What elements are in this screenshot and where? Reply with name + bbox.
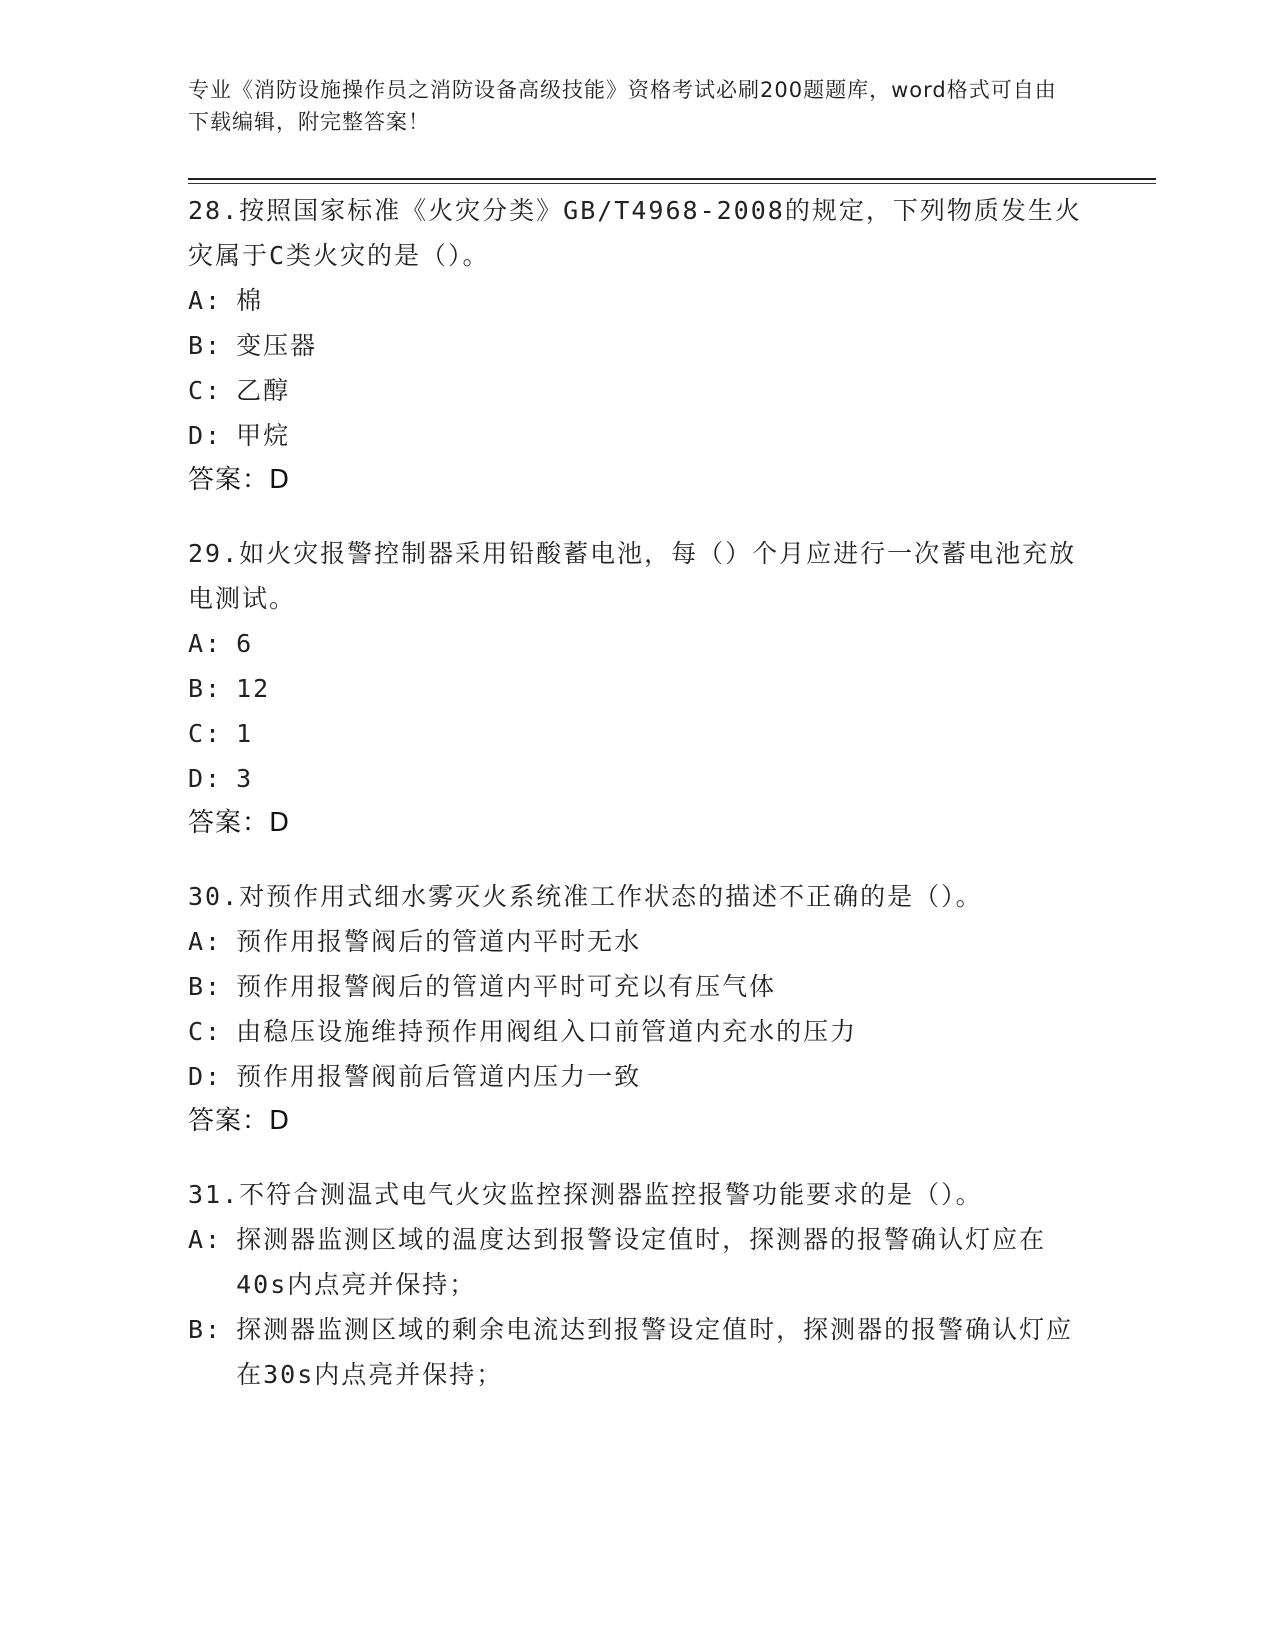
option-b: [188, 666, 1088, 711]
question-30: [188, 874, 1088, 1144]
option-a: [188, 919, 1088, 964]
option-key: B:: [188, 972, 223, 1001]
answer-line: 答案：D: [188, 465, 291, 495]
option-b: [188, 964, 1088, 1009]
header-divider-thick: [188, 178, 1156, 180]
option-key: A:: [188, 927, 223, 956]
option-a: [188, 278, 1088, 323]
option-text: 1: [236, 719, 254, 748]
option-text: 乙醇: [236, 376, 291, 405]
option-d: [188, 1054, 1088, 1099]
option-key: C:: [188, 1017, 223, 1046]
option-d: [188, 756, 1088, 801]
option-key: A:: [188, 1225, 223, 1254]
option-d: [188, 413, 1088, 458]
option-key: B:: [188, 674, 223, 703]
option-key: B:: [188, 1315, 223, 1344]
option-text: 甲烷: [236, 421, 291, 450]
option-c: [188, 1009, 1088, 1054]
option-c: [188, 368, 1088, 413]
question-28: [188, 188, 1088, 503]
header-divider-thin: [188, 183, 1156, 184]
question-31: [188, 1172, 1088, 1397]
question-29: [188, 531, 1088, 846]
option-text: 预作用报警阀前后管道内压力一致: [236, 1062, 642, 1091]
option-text: 探测器监测区域的剩余电流达到报警设定值时，探测器的报警确认灯应在30s内点亮并保持；: [236, 1315, 1074, 1389]
question-stem: 29.如火灾报警控制器采用铅酸蓄电池，每（）个月应进行一次蓄电池充放电测试。: [188, 539, 1077, 613]
option-key: D:: [188, 1062, 223, 1091]
option-key: A:: [188, 286, 223, 315]
option-text: 6: [236, 629, 254, 658]
option-text: 12: [236, 674, 271, 703]
option-key: C:: [188, 719, 223, 748]
option-text: 变压器: [236, 331, 318, 360]
option-text: 由稳压设施维持预作用阀组入口前管道内充水的压力: [236, 1017, 858, 1046]
option-c: [188, 711, 1088, 756]
option-text: 3: [236, 764, 254, 793]
question-stem: 28.按照国家标准《火灾分类》GB/T4968-2008的规定，下列物质发生火灾属于C类火灾的是（）。: [188, 196, 1082, 270]
option-key: B:: [188, 331, 223, 360]
option-b: [188, 323, 1088, 368]
option-key: D:: [188, 421, 223, 450]
question-stem: 31.不符合测温式电气火灾监控探测器监控报警功能要求的是（）。: [188, 1180, 983, 1209]
option-a: [188, 621, 1088, 666]
option-key: D:: [188, 764, 223, 793]
option-key: A:: [188, 629, 223, 658]
option-text: 预作用报警阀后的管道内平时无水: [236, 927, 642, 956]
option-key: C:: [188, 376, 223, 405]
document-header: 专业《消防设施操作员之消防设备高级技能》资格考试必刷200题题库，word格式可自由下载编辑，附完整答案！: [188, 78, 1057, 134]
answer-line: 答案：D: [188, 808, 291, 838]
answer-line: 答案：D: [188, 1106, 291, 1136]
option-text: 探测器监测区域的温度达到报警设定值时，探测器的报警确认灯应在40s内点亮并保持；: [236, 1225, 1047, 1299]
option-a: [188, 1217, 1088, 1307]
option-text: 预作用报警阀后的管道内平时可充以有压气体: [236, 972, 777, 1001]
question-stem: 30.对预作用式细水雾灭火系统准工作状态的描述不正确的是（）。: [188, 882, 983, 911]
option-text: 棉: [236, 286, 264, 315]
option-b: [188, 1307, 1088, 1397]
question-list: [188, 188, 1088, 1425]
